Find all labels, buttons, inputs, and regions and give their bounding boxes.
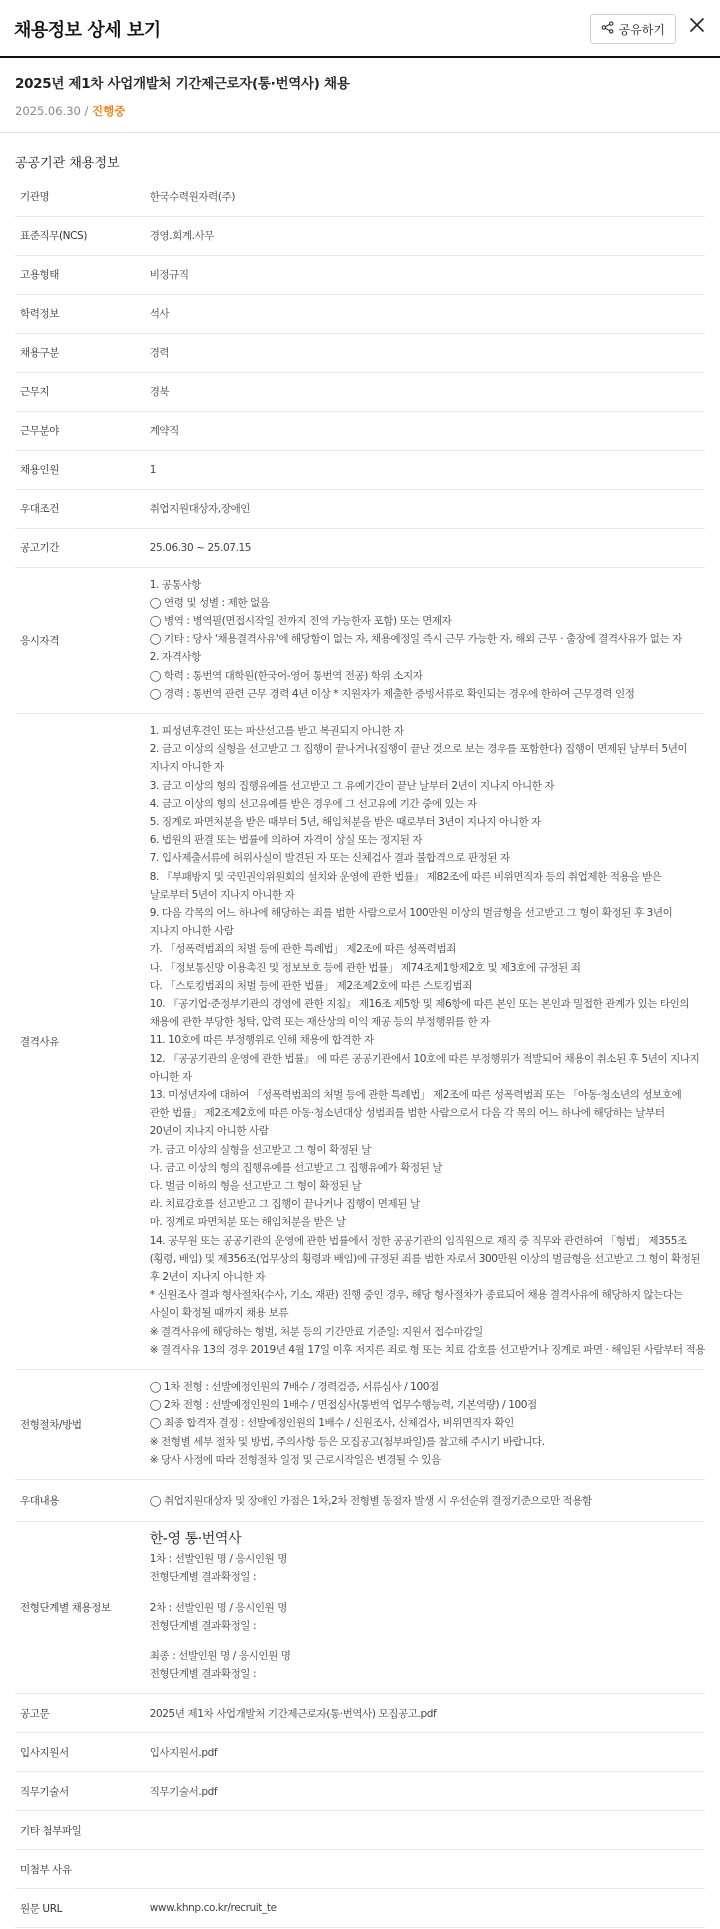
disqualification-cell	[150, 713, 705, 1369]
info-table	[15, 177, 705, 1928]
qualification-text	[150, 568, 705, 713]
row-label: 결격사유	[15, 713, 150, 1369]
stage-final: 최종 : 선발인원 명 / 응시인원 명	[149, 1650, 291, 1663]
missing-reason-value	[150, 1850, 705, 1889]
close-icon	[689, 17, 705, 37]
table-row	[15, 1733, 705, 1772]
text-line: ◯ 경력 : 통번역 관련 근무 경력 4년 이상 * 지원자가 제출한 증빙서류로 확인되는 경우에 한하여 근무경력 인정	[149, 687, 635, 700]
text-line: 8. 『부패방지 및 국민권익위원회의 설치와 운영에 관한 법률』 제82조에 따른 비위면직자 등의 취업제한 적용을 받은	[149, 870, 662, 883]
text-line: 10. 『공기업·준정부기관의 경영에 관한 지침』 제16조 제5항 및 제6항에 따른 본인 또는 본인과 밀접한 관계가 있는 타인의	[149, 997, 690, 1010]
text-line: 12. 『공공기관의 운영에 관한 법률』 에 따른 공공기관에서 10호에 따른 부정행위가 적발되어 채용이 취소된 후 5년이 지나지	[149, 1052, 700, 1065]
process-cell	[150, 1370, 705, 1480]
stage-first: 1차 : 선발인원 명 / 응시인원 명	[149, 1553, 288, 1566]
text-line: 4. 금고 이상의 형의 선고유예를 받은 경우에 그 선고유예 기간 중에 있는 자	[149, 797, 477, 810]
table-row	[15, 1370, 705, 1480]
stage-hiring-cell	[150, 1522, 705, 1694]
job-summary	[0, 58, 720, 133]
table-row	[15, 177, 705, 216]
text-line: 3. 금고 이상의 형의 집행유예를 선고받고 그 유예기간이 끝난 날부터 2년이 지나지 아니한 자	[149, 779, 555, 792]
job-meta-separator: /	[80, 104, 93, 118]
table-row	[15, 528, 705, 567]
text-line: 다. 벌금 이하의 형을 선고받고 그 형이 확정된 날	[149, 1180, 362, 1192]
text-line: 1. 공통사항	[149, 578, 201, 591]
row-label: 전형절차/방법	[15, 1370, 150, 1480]
text-line: * 신원조사 결과 형사절차(수사, 기소, 재판) 진행 중인 경우, 해당 형사절차가 종료되어 채용 결격사유에 해당하지 않는다는	[149, 1289, 683, 1302]
page-title: 채용정보 상세 보기	[14, 20, 161, 41]
employment-type-value: 비정규직	[150, 255, 705, 294]
row-label: 채용인원	[15, 450, 150, 489]
text-line: 13. 미성년자에 대하여 「성폭력범죄의 처벌 등에 관한 특례법」 제2조에 따른 성폭력범죄 또는 「아동·청소년의 성보호에	[149, 1088, 682, 1101]
text-line: ※ 당사 사정에 따라 전형절차 일정 및 근로시작일은 변경될 수 있음	[149, 1453, 441, 1466]
table-row	[15, 1850, 705, 1889]
section-title: 공공기관 채용정보	[15, 156, 120, 171]
text-line: ◯ 2차 전형 : 선발예정인원의 1배수 / 면접심사(통번역 업무수행능력, 기본역량) / 100점	[149, 1399, 537, 1412]
text-line: 나. 금고 이상의 형의 집행유예를 선고받고 그 집행유예가 확정된 날	[149, 1161, 443, 1174]
row-label: 우대조건	[15, 489, 150, 528]
education-value: 석사	[150, 294, 705, 333]
stage-hiring-text	[150, 1522, 705, 1693]
text-line: 11. 10호에 따른 부정행위로 인해 채용에 합격한 자	[149, 1034, 374, 1047]
stage-first-result: 전형단계별 결과확정일 :	[149, 1571, 257, 1584]
notice-file-link[interactable]: 2025년 제1차 사업개발처 기간제근로자(통·번역사) 모집공고.pdf	[149, 1707, 437, 1720]
row-label: 학력정보	[15, 294, 150, 333]
table-row	[15, 713, 705, 1369]
row-label: 전형단계별 채용정보	[15, 1522, 150, 1694]
text-line: 다. 「스토킹범죄의 처벌 등에 관한 법률」 제2조제2호에 따른 스토킹범죄	[149, 979, 472, 992]
application-file-link[interactable]: 입사지원서.pdf	[149, 1746, 218, 1759]
table-row	[15, 1889, 705, 1928]
text-line: 날로부터 5년이 지나지 아니한 자	[149, 888, 295, 901]
table-row	[15, 1522, 705, 1694]
text-line: ◯ 연령 및 성별 : 제한 없음	[149, 596, 270, 609]
stage-heading: 한-영 통·번역사	[149, 1531, 242, 1548]
job-desc-file-link[interactable]: 직무기술서.pdf	[149, 1785, 218, 1798]
source-url-link[interactable]: www.khnp.co.kr/recruit_te	[149, 1902, 277, 1915]
status-badge: 진행중	[92, 104, 126, 118]
row-label: 고용형태	[15, 255, 150, 294]
row-label: 기타 첨부파일	[15, 1811, 150, 1850]
agency-value: 한국수력원자력(주)	[150, 177, 705, 216]
application-cell	[150, 1733, 705, 1772]
table-row	[15, 411, 705, 450]
text-line: 2. 자격사항	[149, 651, 201, 664]
table-row	[15, 450, 705, 489]
text-line: ※ 결격사유 13의 경우 2019년 4월 17일 이후 저지른 죄로 형 또는 치료 감호를 선고받거나 징계로 파면 · 해임된 사람부터 적용	[149, 1343, 705, 1356]
headcount-value: 1	[150, 450, 705, 489]
text-line: 가. 금고 이상의 실형을 선고받고 그 형이 확정된 날	[149, 1143, 371, 1156]
url-cell	[150, 1889, 705, 1928]
text-line: 20년이 지나지 아니한 사람	[149, 1125, 269, 1138]
table-row	[15, 1694, 705, 1733]
text-line: 관한 법률」 제2조제2호에 따른 아동·청소년대상 성범죄를 범한 사람으로서 다음 각 목의 어느 하나에 해당하는 날부터	[149, 1107, 665, 1120]
text-line: 6. 법원의 판결 또는 법률에 의하여 자격이 상실 또는 정지된 자	[149, 834, 423, 847]
table-row	[15, 567, 705, 713]
spacer	[150, 1587, 705, 1599]
other-attachment-value	[150, 1811, 705, 1850]
table-row	[15, 216, 705, 255]
table-row	[15, 1811, 705, 1850]
text-line: ※ 결격사유에 해당하는 형벌, 처분 등의 기간만료 기준일: 지원서 접수마감일	[149, 1325, 483, 1338]
text-line: ◯ 최종 합격자 결정 : 선발예정인원의 1배수 / 신원조사, 신체검사, 비위면직자 확인	[149, 1417, 514, 1430]
text-line: 나. 「정보통신망 이용촉진 및 정보보호 등에 관한 법률」 제74조제1항제2호 및 제3호에 규정된 죄	[149, 961, 581, 974]
hiring-type-value: 경력	[150, 333, 705, 372]
text-line: 가. 「성폭력범죄의 처벌 등에 관한 특례법」 제2조에 따른 성폭력범죄	[149, 943, 456, 956]
row-label: 응시자격	[15, 567, 150, 713]
row-label: 공고기간	[15, 528, 150, 567]
benefit-value: ◯ 취업지원대상자 및 장애인 가점은 1차,2차 전형별 동점자 발생 시 우선순위 결정기준으로만 적용함	[150, 1480, 705, 1522]
text-line: 마. 징계로 파면처분 또는 해임처분을 받은 날	[149, 1216, 346, 1229]
text-line: 1. 피성년후견인 또는 파산선고를 받고 복권되지 아니한 자	[149, 724, 404, 737]
share-icon	[601, 21, 614, 37]
table-row	[15, 333, 705, 372]
text-line: 7. 입사제출서류에 허위사실이 발견된 자 또는 신체검사 결과 불합격으로 판정된 자	[149, 852, 510, 865]
work-field-value: 계약직	[150, 411, 705, 450]
row-label: 근무지	[15, 372, 150, 411]
row-label: 표준직무(NCS)	[15, 216, 150, 255]
table-row	[15, 255, 705, 294]
share-button[interactable]	[590, 14, 676, 44]
period-value: 25.06.30 ~ 25.07.15	[150, 528, 705, 567]
text-line: 사실이 확정될 때까지 채용 보류	[149, 1307, 289, 1320]
text-line: ※ 전형별 세부 절차 및 방법, 주의사항 등은 모집공고(첨부파일)를 참고해 주시기 바랍니다.	[149, 1435, 545, 1448]
text-line: ◯ 학력 : 통번역 대학원(한국어-영어 통번역 전공) 학위 소지자	[149, 669, 423, 682]
text-line: 지나지 아니한 사람	[149, 925, 234, 938]
text-line: 아니한 자	[149, 1070, 192, 1083]
row-label: 우대내용	[15, 1480, 150, 1522]
text-line: 14. 공무원 또는 공공기관의 운영에 관한 법률에서 정한 공공기관의 임직원으로 재직 중 직무와 관련하여 「형법」 제355조	[149, 1234, 687, 1247]
job-date: 2025.06.30	[15, 104, 81, 118]
text-line: 라. 치료감호를 선고받고 그 집행이 끝나거나 집행이 면제된 날	[149, 1198, 420, 1211]
ncs-value: 경영.회계.사무	[150, 216, 705, 255]
job-meta	[15, 103, 705, 119]
stage-final-result: 전형단계별 결과확정일 :	[149, 1668, 257, 1681]
text-line: 채용에 관한 부당한 청탁, 압력 또는 재산상의 이익 제공 등의 부정행위를 한 자	[149, 1016, 490, 1029]
row-label: 원문 URL	[15, 1889, 150, 1928]
row-label: 미첨부 사유	[15, 1850, 150, 1889]
share-label: 공유하기	[618, 22, 665, 37]
text-line: 후 2년이 지나지 아니한 자	[149, 1271, 266, 1284]
row-label: 기관명	[15, 177, 150, 216]
row-label: 근무분야	[15, 411, 150, 450]
text-line: 지나지 아니한 자	[149, 761, 224, 774]
row-label: 채용구분	[15, 333, 150, 372]
stage-second: 2차 : 선발인원 명 / 응시인원 명	[149, 1601, 288, 1614]
text-line: ◯ 병역 : 병역필(면접시작일 전까지 전역 가능한자 포함) 또는 면제자	[149, 614, 452, 627]
row-label: 입사지원서	[15, 1733, 150, 1772]
disqualification-text	[150, 714, 705, 1369]
text-line: ◯ 1차 전형 : 선발예정인원의 7배수 / 경력검증, 서류심사 / 100점	[149, 1381, 439, 1394]
qualification-cell	[150, 567, 705, 713]
table-row	[15, 372, 705, 411]
row-label: 공고문	[15, 1694, 150, 1733]
table-row	[15, 489, 705, 528]
page-header	[0, 0, 720, 58]
table-row	[15, 1480, 705, 1522]
spacer	[150, 1635, 705, 1647]
stage-second-result: 전형단계별 결과확정일 :	[149, 1619, 257, 1632]
table-row	[15, 294, 705, 333]
process-text	[150, 1370, 705, 1479]
text-line: ◯ 기타 : 당사 '채용결격사유'에 해당함이 없는 자, 채용예정일 즉시 근무 가능한 자, 해외 근무 · 출장에 결격사유가 없는 자	[149, 633, 682, 646]
job-desc-cell	[150, 1772, 705, 1811]
preference-value: 취업지원대상자,장애인	[150, 489, 705, 528]
job-title: 2025년 제1차 사업개발처 기간제근로자(통·번역사) 채용	[15, 76, 350, 92]
text-line: 9. 다음 각목의 어느 하나에 해당하는 죄를 범한 사람으로서 100만원 이상의 벌금형을 선고받고 그 형이 확정된 후 3년이	[149, 906, 673, 919]
table-row	[15, 1772, 705, 1811]
row-label: 직무기술서	[15, 1772, 150, 1811]
text-line: 2. 금고 이상의 실형을 선고받고 그 집행이 끝나거나(집행이 끝난 것으로 보는 경우를 포함한다) 집행이 면제된 날부터 5년이	[149, 743, 688, 756]
location-value: 경북	[150, 372, 705, 411]
notice-cell	[150, 1694, 705, 1733]
text-line: 5. 징계로 파면처분을 받은 때부터 5년, 해임처분을 받은 때로부터 3년이 지나지 아니한 자	[149, 815, 541, 828]
close-button[interactable]	[686, 16, 708, 38]
text-line: (횡령, 배임) 및 제356조(업무상의 횡령과 배임)에 규정된 죄를 범한 자로서 300만원 이상의 벌금형을 선고받고 그 형이 확정된	[149, 1252, 701, 1265]
